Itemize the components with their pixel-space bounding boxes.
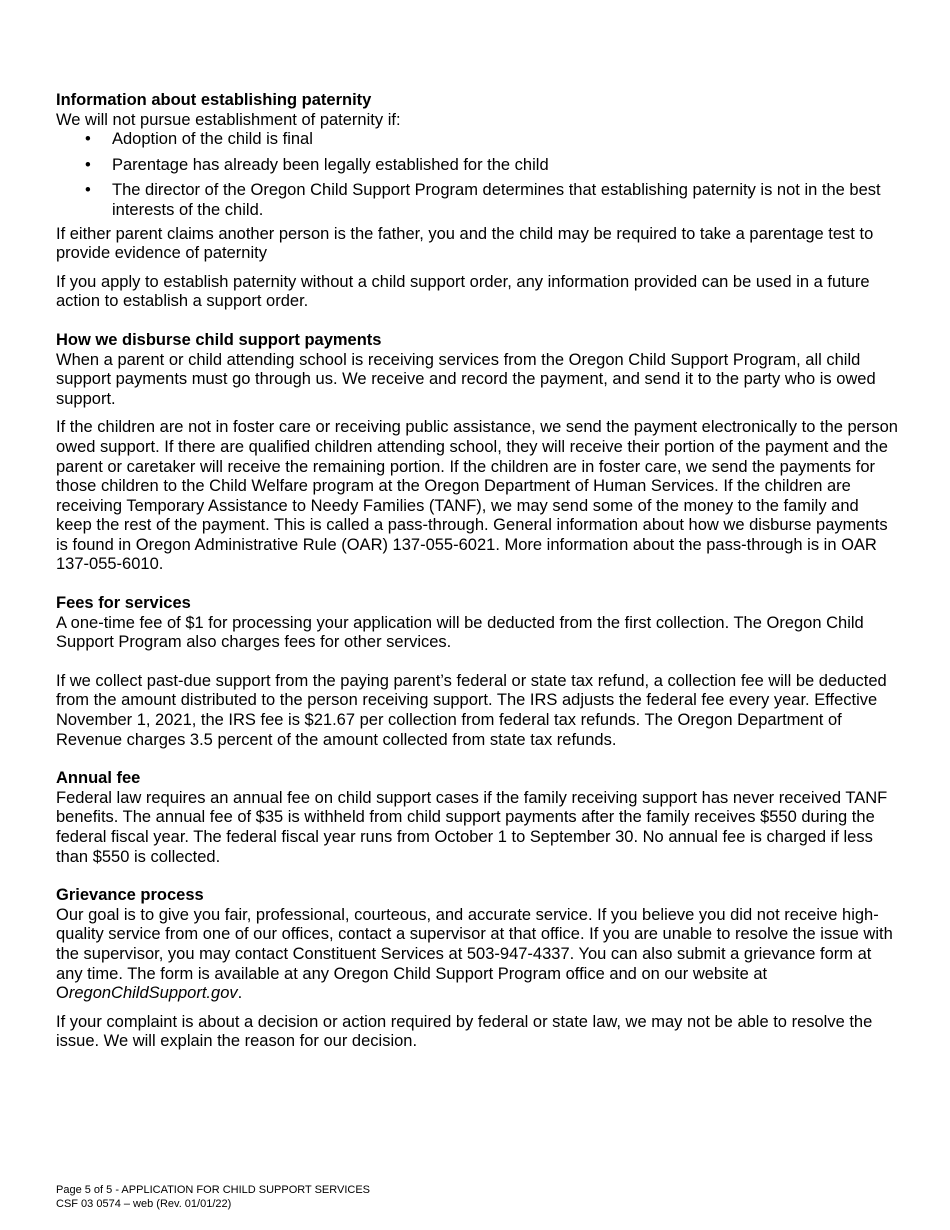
heading-fees: Fees for services: [56, 594, 191, 613]
disburse-para-1: When a parent or child attending school is receiving services from the Oregon Child Support Program, all child support payments must go through us. We receive and record the payment, and send it to the party who is owed support.: [56, 350, 876, 408]
website-link[interactable]: regonChildSupport.gov: [68, 984, 238, 1003]
section-annual-fee: [56, 769, 898, 867]
section-paternity: [56, 91, 898, 312]
heading-grievance: Grievance process: [56, 886, 204, 905]
paternity-list: [56, 130, 898, 220]
paternity-intro: We will not pursue establishment of paternity if:: [56, 110, 401, 129]
paternity-para-2: If you apply to establish paternity without a child support order, any information provided can be used in a future action to establish a support order.: [56, 272, 870, 311]
heading-disburse: How we disburse child support payments: [56, 330, 382, 349]
heading-annual-fee: Annual fee: [56, 769, 141, 788]
footer-page-info: Page 5 of 5 - APPLICATION FOR CHILD SUPPORT SERVICES: [56, 1184, 371, 1196]
list-item: • Adoption of the child is final: [85, 130, 313, 149]
fees-para-1: A one-time fee of $1 for processing your application will be deducted from the first collection. The Oregon Child Support Program also charges fees for other services.: [56, 613, 864, 652]
fees-para-2: If we collect past-due support from the paying parent’s federal or state tax refund, a collection fee will be deducted from the amount distributed to the person receiving support. The IRS adjusts the federal fee every year. Effective November 1, 2021, the IRS fee is $21.67 per collection from federal tax refunds. The Oregon Department of Revenue charges 3.5 percent of the amount collected from state tax refunds.: [56, 671, 887, 749]
grievance-para-2: If your complaint is about a decision or action required by federal or state law, we may not be able to resolve the issue. We will explain the reason for our decision.: [56, 1012, 873, 1051]
disburse-para-2: If the children are not in foster care or receiving public assistance, we send the payment electronically to the person owed support. If there are qualified children attending school, they will receive their portion of the payment and the parent or caretaker will receive the remaining portion. If the children are in foster care, we send the payments for those children to the Child Welfare program at the Oregon Department of Human Services. If the children are receiving Temporary Assistance to Needy Families (TANF), we may send some of the money to the family and keep the rest of the payment. This is called a pass-through. General information about how we disburse payments is found in Oregon Administrative Rule (OAR) 137-055-6021. More information about the pass-through is in OAR 137-055-6010.: [56, 418, 898, 574]
footer-form-number: CSF 03 0574 – web (Rev. 01/01/22): [56, 1197, 232, 1210]
bullet-icon: •: [85, 130, 91, 149]
section-fees: [56, 594, 898, 750]
page-footer: [56, 1184, 370, 1211]
list-item: • The director of the Oregon Child Support Program determines that establishing paternity is not in the best interests of the child.: [85, 181, 881, 219]
document-page: [56, 91, 898, 1052]
bullet-icon: •: [85, 181, 91, 200]
section-disburse: [56, 331, 898, 575]
grievance-para-1: Our goal is to give you fair, professional, courteous, and accurate service. If you believe you did not receive high-quality service from one of our offices, contact a supervisor at that office. If you are unable to resolve the issue with the supervisor, you may contact Constituent Services at 503-947-4337. You can also submit a grievance form at any time. The form is available at any Oregon Child Support Program office and on our website at OregonChildSupport.gov.: [56, 905, 893, 1003]
annual-para-1: Federal law requires an annual fee on child support cases if the family receiving support has never received TANF benefits. The annual fee of $35 is withheld from child support payments after the family receives $550 during the federal fiscal year. The federal fiscal year runs from October 1 to September 30. No annual fee is charged if less than $550 is collected.: [56, 788, 888, 866]
list-item: • Parentage has already been legally established for the child: [85, 155, 549, 174]
section-grievance: [56, 886, 898, 1052]
bullet-icon: •: [85, 155, 91, 174]
paternity-para-1: If either parent claims another person is the father, you and the child may be required to take a parentage test to provide evidence of paternity: [56, 224, 874, 263]
heading-paternity: Information about establishing paternity: [56, 91, 372, 109]
